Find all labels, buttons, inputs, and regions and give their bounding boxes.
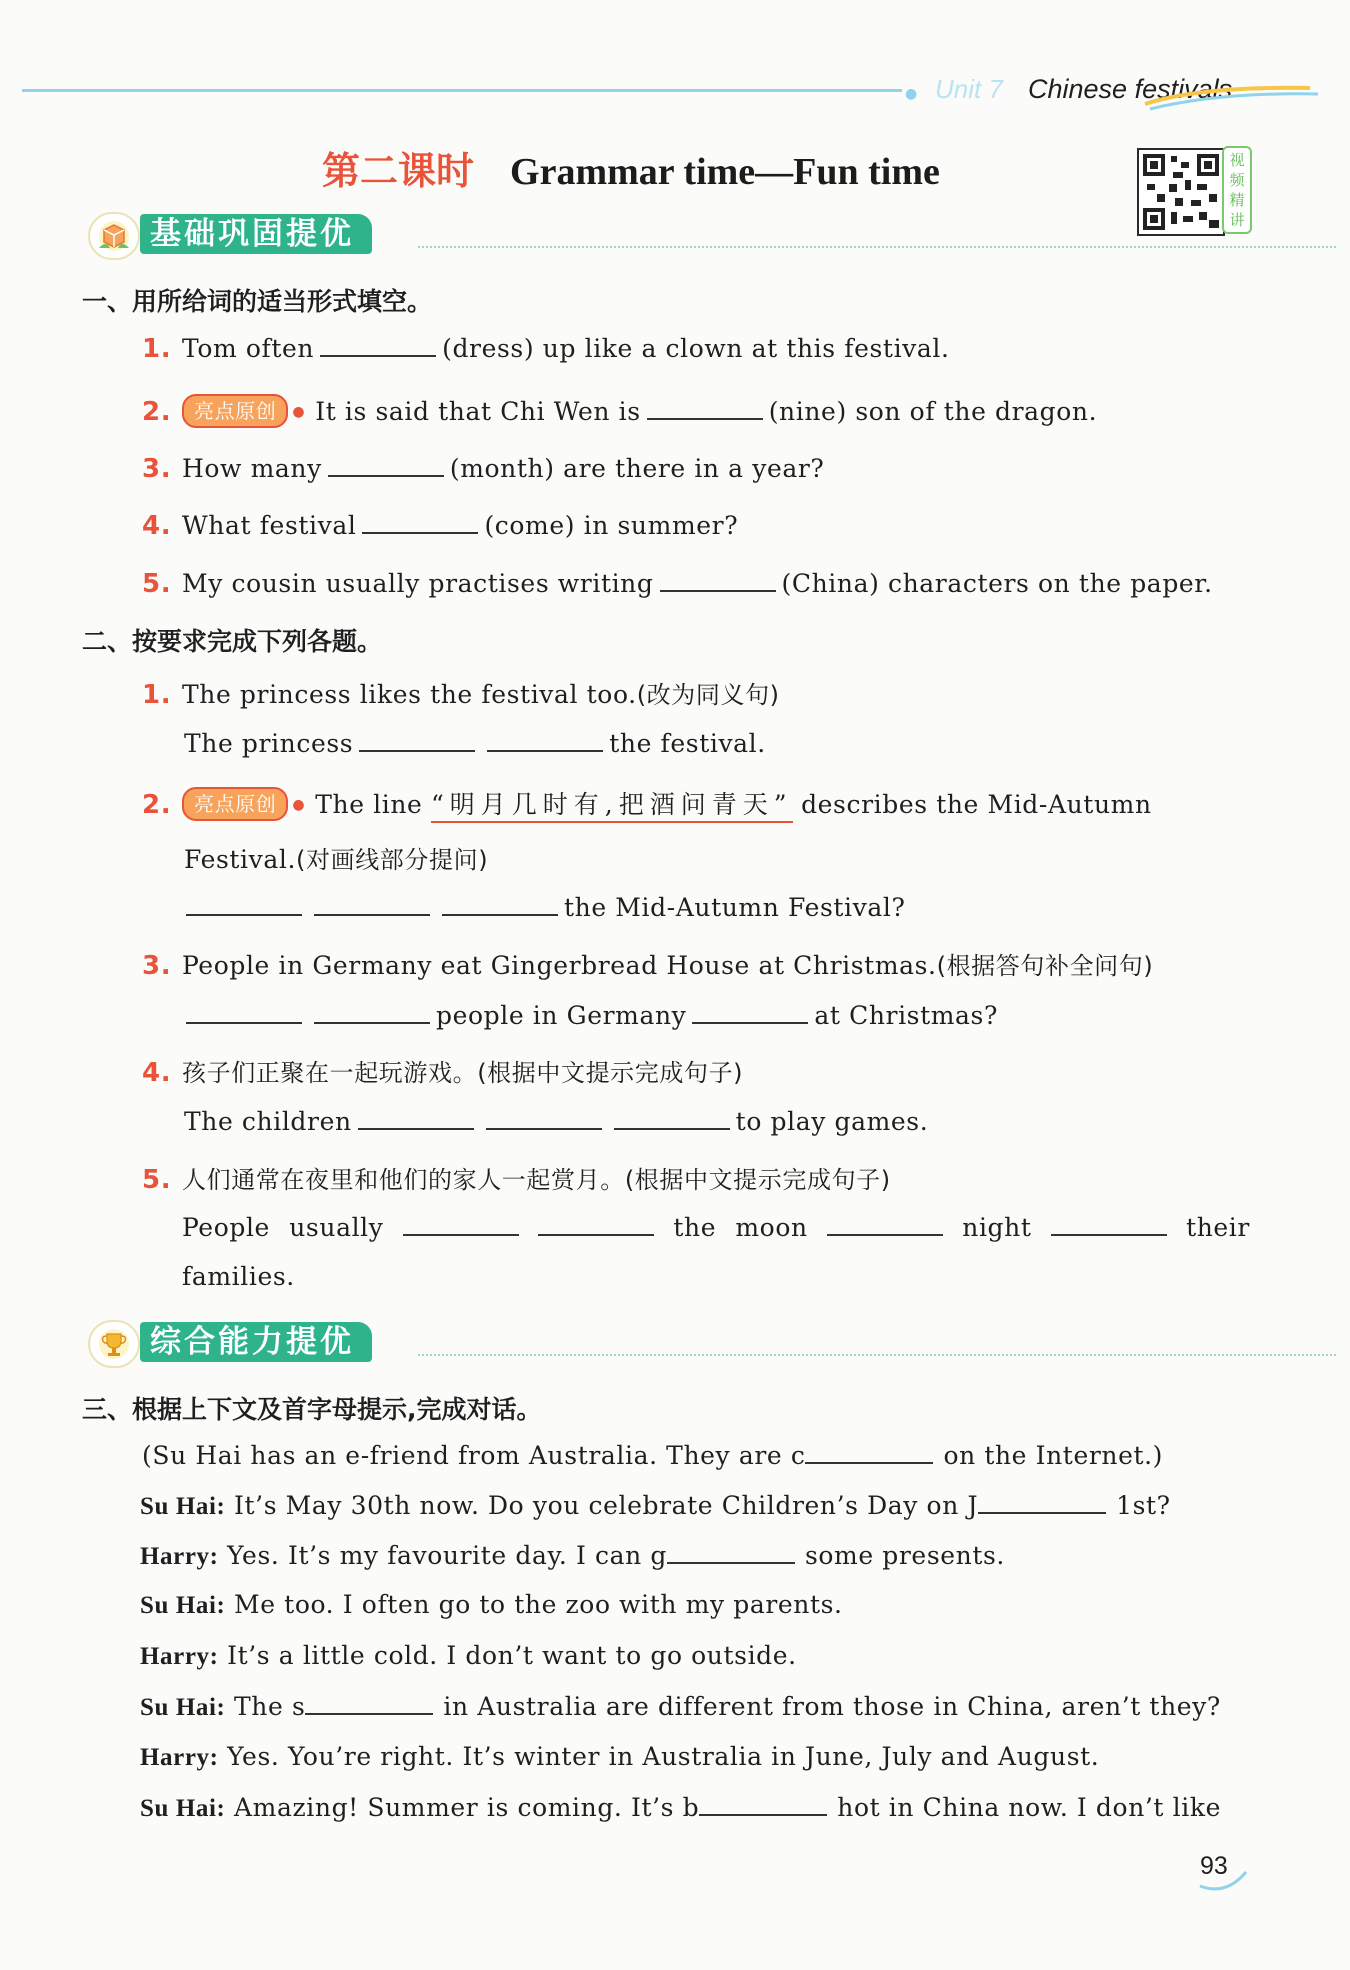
s1-item-3 [142, 453, 824, 484]
s3-intro [142, 1440, 1163, 1470]
section2-heading: 二、按要求完成下列各题。 [82, 627, 383, 656]
dialogue-line [140, 1490, 1171, 1521]
item-number: 5. [142, 1165, 172, 1195]
section3-heading: 三、根据上下文及首字母提示,完成对话。 [82, 1395, 542, 1424]
item-text: The princess likes the festival too. [182, 680, 637, 709]
item-text: (China) characters on the paper. [781, 569, 1213, 598]
item-text: People [182, 1213, 270, 1242]
dialogue-line [140, 1742, 1099, 1772]
banner-dotted-line [418, 246, 1336, 248]
item-text: at Christmas? [814, 1001, 998, 1030]
item-text: People in Germany eat Gingerbread House at Christmas. [182, 951, 937, 980]
item-text: The s [234, 1692, 306, 1721]
item-text: people in Germany [436, 1001, 687, 1030]
s2-item-5-answer [182, 1212, 1250, 1242]
item-instruction: (对画线部分提问) [296, 846, 489, 874]
s1-item-1 [142, 333, 950, 364]
dialogue-line [140, 1691, 1221, 1722]
item-text: usually [289, 1213, 384, 1242]
speaker-label: Su Hai: [140, 1592, 226, 1619]
answer-blank[interactable] [186, 892, 302, 916]
answer-blank[interactable] [328, 453, 444, 477]
speaker-label: Harry: [140, 1643, 219, 1670]
s1-item-2 [142, 394, 1097, 428]
item-text: Festival. [184, 845, 297, 874]
item-instruction: (根据中文提示完成句子) [624, 1166, 891, 1194]
banner-title: 综合能力提优 [140, 1322, 372, 1362]
item-text: the [673, 1213, 717, 1242]
header-swoosh [1140, 82, 1320, 112]
item-text: The line [315, 790, 423, 819]
highlight-tag: 亮点原创 [182, 787, 288, 821]
item-number: 1. [142, 680, 172, 710]
unit-title: Chinese festivals [1028, 74, 1233, 104]
trophy-icon [96, 1326, 132, 1362]
s2-item-1-answer [184, 728, 766, 758]
dialogue-line [140, 1590, 843, 1620]
s2-item-3-answer [180, 1000, 998, 1030]
banner-badge [88, 212, 140, 260]
item-text: (dress) up like a clown at this festival. [442, 334, 950, 363]
dialogue-line [140, 1641, 797, 1671]
qr-side-char: 精 [1229, 191, 1245, 209]
answer-blank[interactable] [362, 510, 478, 534]
s1-item-5 [142, 568, 1213, 599]
answer-blank[interactable] [805, 1440, 933, 1464]
item-text: 1st? [1116, 1491, 1171, 1520]
item-text: hot in China now. I don’t like [837, 1793, 1221, 1822]
item-text: Tom often [182, 334, 315, 363]
item-text: the festival. [609, 729, 766, 758]
item-text: some presents. [804, 1541, 1005, 1570]
item-text: My cousin usually practises writing [182, 569, 654, 598]
item-text: their [1186, 1213, 1250, 1242]
item-text: The princess [184, 729, 354, 758]
item-text: 孩子们正聚在一起玩游戏。 [182, 1059, 478, 1087]
item-text: Yes. You’re right. It’s winter in Australia in June, July and August. [227, 1742, 1100, 1771]
s2-item-3 [142, 946, 1153, 981]
tag-dot-icon: ● [292, 404, 306, 420]
answer-blank[interactable] [692, 1000, 808, 1024]
dialogue-line [140, 1540, 1005, 1571]
speaker-label: Harry: [140, 1543, 219, 1570]
highlight-tag: 亮点原创 [182, 394, 288, 428]
item-text: What festival [182, 511, 357, 540]
speaker-label: Su Hai: [140, 1493, 226, 1520]
tag-dot-icon: ● [292, 797, 306, 813]
item-number: 1. [142, 334, 172, 364]
item-instruction: (根据答句补全问句) [936, 952, 1154, 980]
item-text: 人们通常在夜里和他们的家人一起赏月。 [182, 1166, 625, 1194]
s2-item-1 [142, 675, 780, 710]
banner-dotted-line [418, 1354, 1336, 1356]
item-number: 4. [142, 1058, 172, 1088]
item-text: describes the Mid-Autumn [801, 790, 1152, 819]
answer-blank[interactable] [358, 1106, 474, 1130]
item-text: It is said that Chi Wen is [315, 397, 641, 426]
s2-item-4 [142, 1053, 743, 1088]
item-text: to play games. [735, 1107, 929, 1136]
item-text: (Su Hai has an e-friend from Australia. They are c [142, 1441, 806, 1470]
s2-item-4-answer [184, 1106, 928, 1136]
cube-icon [96, 218, 132, 254]
page-number-swoosh [1196, 1866, 1252, 1894]
item-text: in Australia are different from those in China, aren’t they? [443, 1692, 1221, 1721]
qr-side-char: 讲 [1229, 211, 1245, 229]
page-number: 93 [1200, 1852, 1228, 1880]
underlined-quote: “明月几时有,把酒问青天” [431, 790, 793, 823]
answer-blank[interactable] [699, 1792, 827, 1816]
answer-blank[interactable] [186, 1000, 302, 1024]
item-text: It’s May 30th now. Do you celebrate Children’s Day on J [234, 1491, 979, 1520]
banner-title: 基础巩固提优 [140, 214, 372, 254]
answer-blank[interactable] [487, 728, 603, 752]
qr-side-char: 频 [1229, 171, 1245, 189]
lesson-title-cn: 第二课时 [322, 148, 475, 193]
banner-badge [88, 1320, 140, 1368]
answer-blank[interactable] [486, 1106, 602, 1130]
answer-blank[interactable] [827, 1212, 943, 1236]
s2-item-2-line2 [184, 840, 488, 875]
s2-item-2-answer [180, 892, 905, 922]
header-rule [22, 89, 902, 92]
answer-blank[interactable] [667, 1540, 795, 1564]
item-text: The children [184, 1107, 352, 1136]
item-number: 3. [142, 454, 172, 484]
answer-blank[interactable] [314, 1000, 430, 1024]
item-text: How many [182, 454, 322, 483]
dialogue-line [140, 1792, 1221, 1823]
answer-blank[interactable] [660, 568, 776, 592]
answer-blank[interactable] [1051, 1212, 1167, 1236]
item-number: 3. [142, 951, 172, 981]
item-text: moon [735, 1213, 808, 1242]
lesson-title [322, 140, 940, 195]
unit-label: Unit 7 [935, 74, 1003, 104]
section-banner-advanced [88, 1318, 1248, 1364]
item-text: Yes. It’s my favourite day. I can g [227, 1541, 667, 1570]
item-text: Me too. I often go to the zoo with my parents. [234, 1590, 843, 1619]
answer-blank[interactable] [647, 396, 763, 420]
item-instruction: (根据中文提示完成句子) [477, 1059, 744, 1087]
item-instruction: (改为同义句) [636, 681, 780, 709]
speaker-label: Su Hai: [140, 1694, 226, 1721]
speaker-label: Harry: [140, 1744, 219, 1771]
answer-blank[interactable] [320, 333, 436, 357]
section-banner-basic [88, 210, 1248, 256]
s1-item-4 [142, 510, 738, 541]
s2-item-5 [142, 1160, 891, 1195]
qr-side-char: 视 [1229, 151, 1245, 169]
s2-item-2 [142, 785, 1152, 821]
item-number: 4. [142, 511, 172, 541]
item-number: 2. [142, 397, 172, 427]
item-text: (month) are there in a year? [449, 454, 825, 483]
item-text: the Mid-Autumn Festival? [564, 893, 906, 922]
answer-blank[interactable] [978, 1490, 1106, 1514]
answer-blank[interactable] [614, 1106, 730, 1130]
speaker-label: Su Hai: [140, 1795, 226, 1822]
item-text: (come) in summer? [484, 511, 739, 540]
item-number: 2. [142, 790, 172, 820]
answer-blank[interactable] [403, 1212, 519, 1236]
item-text: It’s a little cold. I don’t want to go outside. [227, 1641, 797, 1670]
item-number: 5. [142, 569, 172, 599]
header-dot: ● [905, 86, 918, 102]
answer-blank[interactable] [538, 1212, 654, 1236]
item-text: on the Internet.) [943, 1441, 1164, 1470]
lesson-title-en: Grammar time—Fun time [510, 151, 940, 193]
item-text: night [962, 1213, 1032, 1242]
item-text: Amazing! Summer is coming. It’s b [234, 1793, 700, 1822]
answer-blank[interactable] [442, 892, 558, 916]
item-text: (nine) son of the dragon. [768, 397, 1098, 426]
answer-blank[interactable] [305, 1691, 433, 1715]
answer-blank[interactable] [314, 892, 430, 916]
s2-item-5-line2: families. [182, 1262, 295, 1291]
answer-blank[interactable] [359, 728, 475, 752]
section1-heading: 一、用所给词的适当形式填空。 [82, 287, 433, 316]
